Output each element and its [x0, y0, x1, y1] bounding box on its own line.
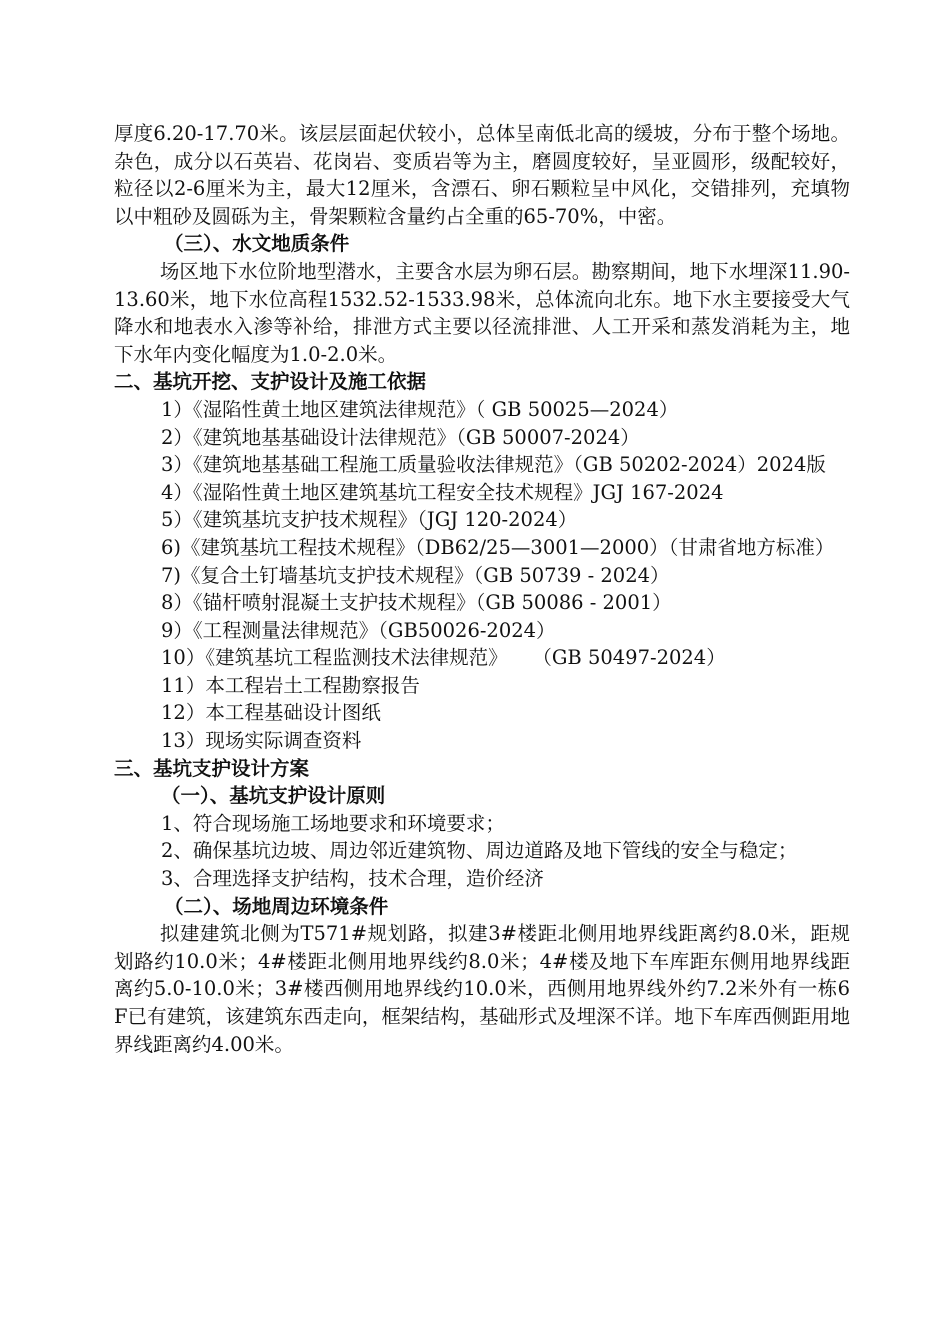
basis-item: 12）本工程基础设计图纸: [161, 701, 381, 725]
heading-hydrogeology: （三）、水文地质条件: [164, 232, 350, 256]
basis-item: 6)《建筑基坑工程技术规程》（DB62/25—3001—2000）（甘肃省地方标准）: [161, 535, 835, 559]
heading-support-scheme: 三、基坑支护设计方案: [114, 756, 310, 780]
basis-item: 1）《湿陷性黄土地区建筑法律规范》（ GB 50025—2024）: [161, 397, 679, 421]
basis-item: 7)《复合土钉墙基坑支护技术规程》（GB 50739 - 2024）: [161, 563, 670, 587]
basis-item: 13）现场实际调查资料: [161, 729, 362, 753]
basis-item: 3）《建筑地基基础工程施工质量验收法律规范》（GB 50202-2024）2024版: [161, 453, 826, 477]
document-page: [114, 120, 850, 1058]
heading-design-principles: （一）、基坑支护设计原则: [161, 784, 386, 808]
basis-item: 4）《湿陷性黄土地区建筑基坑工程安全技术规程》JGJ 167-2024: [161, 480, 724, 504]
basis-item: 5）《建筑基坑支护技术规程》（JGJ 120-2024）: [161, 508, 578, 532]
principle-item: 1、符合现场施工场地要求和环境要求；: [161, 811, 505, 835]
basis-item: 11）本工程岩土工程勘察报告: [161, 673, 420, 697]
principle-item: 2、确保基坑边坡、周边邻近建筑物、周边道路及地下管线的安全与稳定；: [161, 839, 798, 863]
basis-item: 10）《建筑基坑工程监测技术法律规范》 （GB 50497-2024）: [161, 646, 726, 670]
heading-design-basis: 二、基坑开挖、支护设计及施工依据: [114, 370, 427, 394]
paragraph-hydrogeology: 场区地下水位阶地型潜水，主要含水层为卵石层。勘察期间，地下水埋深11.90-13.60米，地下水位高程1532.52-1533.98米，总体流向北东。地下水主要接受大气降水和地表水入渗等补给，排泄方式主要以径流排泄、人工开采和蒸发消耗为主，地下水年内变化幅度为1.0-2.0米。: [114, 259, 850, 366]
basis-item: 8）《锚杆喷射混凝土支护技术规程》（GB 50086 - 2001）: [161, 591, 672, 615]
basis-item: 9）《工程测量法律规范》（GB50026-2024）: [161, 618, 556, 642]
principle-item: 3、合理选择支护结构，技术合理，造价经济: [161, 867, 544, 891]
paragraph-surroundings: 拟建建筑北侧为T571#规划路，拟建3#楼距北侧用地界线距离约8.0米，距规划路约10.0米；4#楼距北侧用地界线约8.0米；4#楼及地下车库距东侧用地界线距离约5.0-10.0米；3#楼西侧用地界线约10.0米，西侧用地界线外约7.2米外有一栋6F已有建筑，该建筑东西走向，框架结构，基础形式及埋深不详。地下车库西侧距用地界线距离约4.00米。: [114, 922, 850, 1056]
basis-item: 2）《建筑地基基础设计法律规范》（GB 50007-2024）: [161, 425, 640, 449]
heading-surroundings: （二）、场地周边环境条件: [164, 894, 389, 918]
paragraph-gravel-layer: 厚度6.20-17.70米。该层层面起伏较小，总体呈南低北高的缓坡，分布于整个场地。杂色，成分以石英岩、花岗岩、变质岩等为主，磨圆度较好，呈亚圆形，级配较好，粒径以2-6厘米为主，最大12厘米，含漂石、卵石颗粒呈中风化，交错排列，充填物以中粗砂及圆砾为主，骨架颗粒含量约占全重的65-70%，中密。: [114, 122, 850, 228]
